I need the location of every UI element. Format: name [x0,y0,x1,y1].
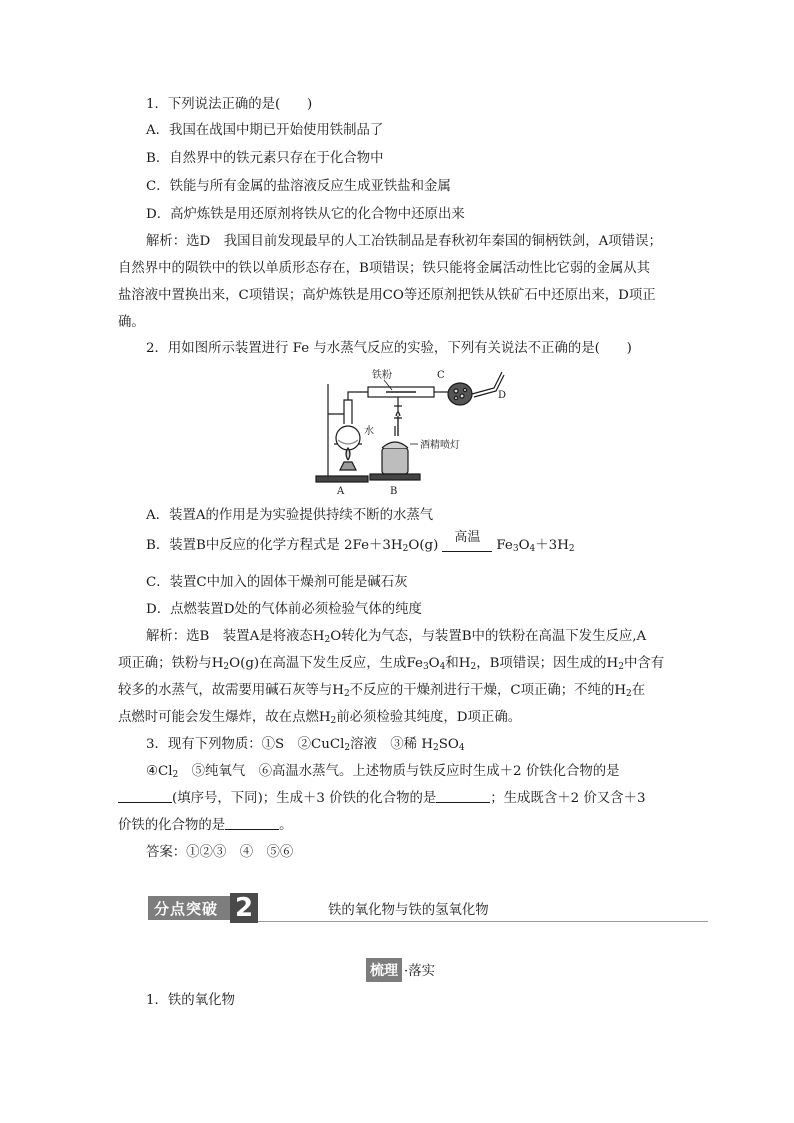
q3-answer: 答案：①②③ ④ ⑤⑥ [146,845,294,860]
q1-option-d: D．高炉炼铁是用还原剂将铁从它的化合物中还原出来 [146,207,465,222]
q1-stem: 1．下列说法正确的是( ) [146,97,313,112]
q1-option-b: B．自然界中的铁元素只存在于化合物中 [146,151,384,166]
section-title: 铁的氧化物与铁的氢氧化物 [328,903,489,918]
q2-option-d: D．点燃装置D处的气体前必须检验气体的纯度 [146,602,422,617]
q3-line: $④Cl_2$ ⑤纯氧气 ⑥高温水蒸气。上述物质与铁反应时生成＋2 价铁化合物的是 [146,764,620,780]
q2-b-product: Fe [496,538,513,553]
item-1-heading: 1．铁的氧化物 [146,993,235,1008]
q2-option-c: C．装置C中加入的固体干燥剂可能是碱石灰 [146,575,408,590]
q1-option-a: A．我国在战国中期已开始使用铁制品了 [146,123,384,138]
fig-label-D: D [498,390,507,401]
fig-label-water: 水 [364,426,374,437]
q3-line2: ④Cl [146,764,173,779]
section-header [148,893,708,923]
fig-label-lamp: 酒精喷灯 [420,440,460,451]
reaction-condition [442,530,492,553]
fig-label-A: A [337,486,345,497]
answer-blank[interactable] [225,817,279,830]
subsection-rest: ·落实 [404,964,436,979]
q1-option-c: C．铁能与所有金属的盐溶液反应生成亚铁盐和金属 [146,179,451,194]
q1-analysis-line: 盐溶液中置换出来，C项错误；高炉炼铁是用CO等还原剂把铁从铁矿石中还原出来，D项正 [118,288,656,303]
fig-label-B: B [390,486,398,497]
q2-b-text: B．装置B中反应的化学方程式是 2Fe＋3H [146,538,403,553]
section-badge: 分点突破 [154,900,219,918]
q3-line3a: (填序号，下同)；生成＋3 价铁的化合物的是 [172,791,437,806]
q3-line3b: ；生成既含＋2 价又含＋3 [490,791,646,806]
reaction-condition-text: 高温 [454,530,481,545]
answer-blank[interactable] [118,790,172,803]
section-divider [258,921,708,922]
apparatus-figure [310,366,520,498]
section-number: 2 [230,893,258,923]
q3-line1: 3．现有下列物质：①S ②CuCl [146,737,345,752]
q1-analysis-line: 自然界中的陨铁中的铁以单质形态存在，B项错误；铁只能将金属活动性比它弱的金属从其 [118,261,651,276]
q2-option-b: B．装置B中反应的化学方程式是 $2Fe+3H_2O(g)$ 高温 $Fe_3O_4+3H_2$ [146,530,575,554]
answer-blank[interactable] [436,790,490,803]
q1-analysis-line: 确。 [118,315,145,330]
fig-label-iron-powder: 铁粉 [372,370,392,381]
q3-line2b: ⑤纯氧气 ⑥高温水蒸气。上述物质与铁反应时生成＋2 价铁化合物的是 [178,764,620,779]
q2-analysis-line: 较多的水蒸气，故需要用碱石灰等与$H_2$不反应的干燥剂进行干燥，C项正确；不纯的$H_2$在 [118,683,646,699]
q2-analysis-line: 点燃时可能会发生爆炸，故在点燃$H_2$前必须检验其纯度，D项正确。 [118,710,522,726]
q3-line4: 价铁的化合物的是 [118,818,226,833]
q3-line1b: 溶液 ③稀 H [350,737,434,752]
subsection-box: 梳理 [366,958,402,982]
q3-line: 价铁的化合物的是 。 [118,818,293,833]
q2-analysis-line: 解析：选B 装置A是将液态$H_2O$转化为气态，与装置B中的铁粉在高温下发生反应,A [146,629,647,645]
q2-b-mid: O(g) [408,538,439,553]
fig-label-C: C [437,370,445,381]
q3-line [118,789,645,809]
q3-line: 3．现有下列物质：①S ②CuCl$_2$溶液 ③稀 $H_2SO_4$ [146,737,465,753]
q2-analysis-line: 项正确；铁粉与$H_2O(g)$在高温下发生反应，生成$Fe_3O_4$和$H_2$，B项错误；因生成的$H_2$中含有 [118,656,665,672]
q2-stem: 2．用如图所示装置进行 Fe 与水蒸气反应的实验，下列有关说法不正确的是( ) [146,341,632,356]
q1-analysis-line: 解析：选D 我国目前发现最早的人工冶铁制品是春秋初年秦国的铜柄铁剑，A项错误； [146,234,662,249]
subsection-header [366,958,435,982]
q2-option-a: A．装置A的作用是为实验提供持续不断的水蒸气 [146,508,434,523]
